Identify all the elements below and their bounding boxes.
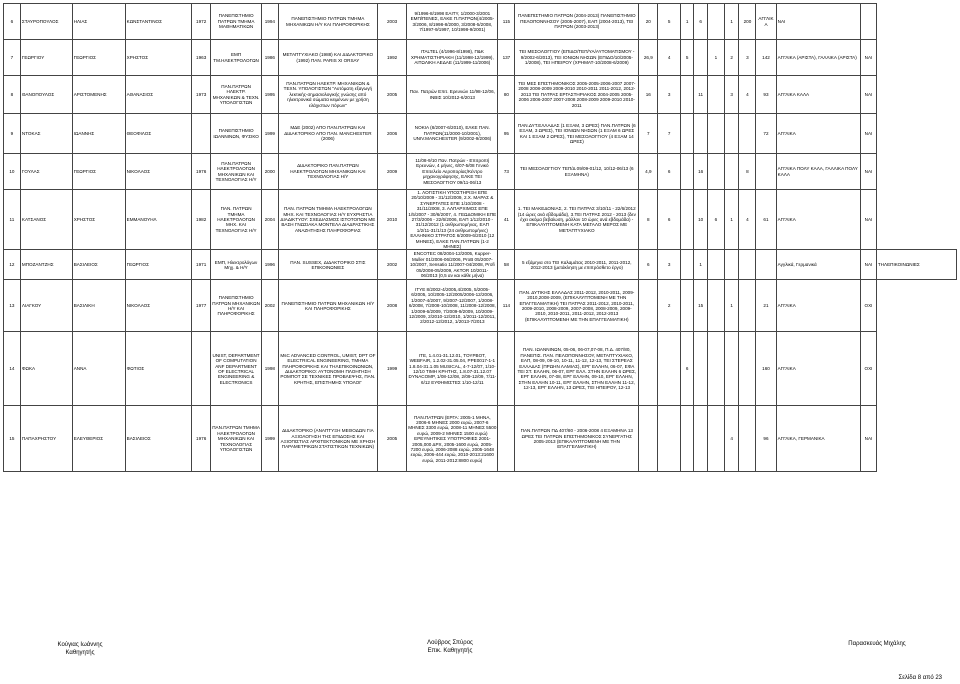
table-cell: ΝΑΙ [861, 40, 877, 76]
table-cell: ΤΕΙ ΜΕΣΟΛΟΓΓΙΟΥ ΤΕΠ/Δ 09/09-01/12, 10/12-06/13 (6 ΕΞΑΜΗΝΑ) [515, 154, 639, 190]
table-cell: 1. ΛΟΓΙΣΤΙΚΗ ΥΠΟΣΤΗΡΙΞΗ ΕΠΕ 20/10/2009 - 31/12/2009, 2.Χ. ΜΑΡΑΣ & ΣΥΝΕΡΓΑΤΕΣ ΕΠΕ 1/10/2008 - 31/11/2008, 3. ΑΛΠΑΡΧΙΜΟΣ ΕΠΕ 1/5/2007 - 30/6/2007, 4. ΓΕΩΔΟΜΙΚΗ ΕΠΕ 27/3/2006 - 22/6/2006, ΕΑΠ 1/12/2010 - 31/12/2012 (1 ανθρωπομήνας, ΕΑΠ 1/2/11-31/1/13 (24 ανθρωπομήνες) ΕΛΛΗΝΙΚΟ ΣΤΡΑΤΟΣ 6/2009-6/2010 (12 ΜΗΝΕΣ), ΕΛΚΕ ΠΑΝ.ΠΑΤΡΩΝ (1-2 ΜΗΝΕΣ) [408, 190, 497, 250]
table-cell: 58 [498, 250, 515, 280]
table-cell: 1999 [261, 406, 278, 472]
table-cell: 2003 [377, 4, 406, 40]
table-cell: ΠΑΝ. ΠΑΤΡΩΝ ΤΜΗΜΑ ΗΛΕΚΤΡΟΛΟΓΩΝ ΜΗΧ. ΚΑΙ ΤΕΧΝΟΛΟΓΙΑΣ Η/Υ [211, 190, 262, 250]
table-cell: ΠΑΝ.ΔΥΤ.ΕΛΛΑΔΑΣ (1 ΕΞΑΜ, 3 ΩΡΕΣ) ΠΑΝ.ΠΑΤΡΩΝ (6 ΕΞΑΜ, 3 ΩΡΕΣ), ΤΕΙ ΙΟΝΙΩΝ ΝΗΣΩΝ (1 ΕΞΑΜ 6 ΩΡΕΣ ΚΑΙ 1 ΕΞΑΜ 2 ΩΡΕΣ), ΤΕΙ ΜΕΣΟΛΟΓΓΙΟΥ (4 ΕΞΑΜ 14 ΩΡΕΣ) [515, 114, 639, 154]
table-cell: 3 [724, 76, 739, 114]
table-cell: ΜΠΟΖΑΝΤΖΗΣ [20, 250, 72, 280]
table-cell: 20 [639, 4, 658, 40]
table-cell: ΤΕΙ ΜΕΣ ΕΠΙΣΤΗΜΟΝΙΚΟΣ 2005-2005-2006-2007 2007-2008 2008-2009 2009-2010 2010-2011 2011-2012, 2012-2013 ΤΕΙ ΠΑΤΡΑΣ ΕΡΓΑΣΤΗΡΙΑΚΟΣ 2004-2005 2005-2006 2006-2007 2007-2008 2008-2009 2009-2010 2010-2011 [515, 76, 639, 114]
table-cell: 6 [694, 4, 708, 40]
table-cell: ΝΑΙ [861, 250, 877, 280]
table-cell: ΝΑΙ [861, 154, 877, 190]
table-cell: ΝΙΚΟΛΑΟΣ [125, 154, 191, 190]
signature-center [400, 640, 500, 656]
table-cell: MsC ADVANCED CONTROL, UMIST, DPT OF ELECTRICAL ENGINEERING, ΤΜΗΜΑ ΠΛΗΡΟΦΟΡΙΚΗΣ ΚΑΙ ΤΗΛΕΠΙΚΟΙΝΩΝΙΩΝ, ΔΙΔΑΚΤΟΡΙΚΟ: ΑΥΤΟΝΟΜΗ ΠΛΟΗΓΗΣΗ ΡΟΜΠΟΤ ΣΕ ΤΕΧΝΙΚΕΣ ΠΡΟΒΛΕΨΗΣ, ΠΑΝ. ΚΡΗΤΗΣ, ΕΠΙΣΤΗΜΗΣ ΥΠΟΛΟΓ [278, 332, 377, 406]
table-cell: 114 [498, 280, 515, 332]
table-cell [707, 76, 724, 114]
table-cell: ΝΙΚΟΛΑΟΣ [125, 280, 191, 332]
table-cell: 3 [658, 76, 681, 114]
page-number: Σελίδα 8 από 23 [898, 675, 942, 681]
table-cell: 2005 [377, 406, 406, 472]
table-cell: 1995 [261, 76, 278, 114]
table-cell: 11/08-9/10 Παν. Πατρών - Επιτροπή Ερευνών, 4 μήνες, 6/07-5/08 Γενικό Επιτελείο Αεροπορίας/Κέντρο μηχανογράφησης, ΕΛΚΕ ΤΕΙ ΜΕΣΟΛΟΓΓΙΟΥ 09/11-06/13 [407, 154, 498, 190]
table-cell: 80 [498, 76, 515, 114]
table-cell: ΔΙΔΑΚΤΟΡΙΚΟ (ΑΝΑΠΤΥΞΗ ΜΕΘΟΔΩΝ ΓΙΑ ΑΞΙΟΛΟΓΗΣΗ ΤΗΣ ΕΠΙΔΟΣΗΣ ΚΑΙ ΑΞΙΟΠΙΣΤΙΑΣ ΑΡΧΙΤΕΚΤΟΝΙΚΩΝ ΜΕ ΧΡΗΣΗ ΠΑΡΑΜΕΤΡΙΚΩΝ ΣΤΑΤΙΣΤΙΚΩΝ ΤΕΧΝΙΚΩΝ) [278, 406, 377, 472]
table-cell: 9 [4, 114, 21, 154]
signer-name: Παρασκευάς Μιχάλης [848, 641, 906, 647]
table-cell [707, 4, 724, 40]
table-cell: 4,9 [639, 154, 658, 190]
table-cell: ΦΩΚΑ [20, 332, 72, 406]
table-cell [639, 280, 658, 332]
table-cell: ΚΑΤΣΑΝΟΣ [20, 190, 72, 250]
table-cell: ΠΑΝ.ΠΑΤΡΩΝ ΗΛΕΚΤΡ. ΜΗΧΑΝΙΚΩΝ & ΤΕΧΝ. ΥΠΟΛΟΓΙΣΤΩΝ "Αυτόματη εξαγωγή λεκτικής-σημασιολογικής γνώσης από ηλεκτρονικά σώματα κειμένων με χρήση ελάχιστων πόρων" [278, 76, 377, 114]
table-row [4, 250, 957, 280]
table-cell [707, 406, 724, 472]
table-cell: 21 [756, 280, 776, 332]
table-row [4, 4, 957, 40]
table-cell: ΠΑΝΕΠΙΣΤΗΜΙΟ ΠΑΤΡΩΝ ΜΗΧΑΝΙΚΩΝ Η/Υ ΚΑΙ ΠΛΗΡΟΦΟΡΙΚΗΣ [211, 280, 262, 332]
table-cell: ΝΑΙ [861, 406, 877, 472]
table-cell: 72 [756, 114, 776, 154]
table-cell: ΠΑΝΕΠΙΣΤΗΜΙΟ ΠΑΤΡΩΝ (2004-2013) ΠΑΝΕΠΙΣΤΗΜΙΟ ΠΕΛΟΠΟΝΝΗΣΟΥ (2005-2007), ΕΑΠ (2004-2013), ΤΕΙ ΠΑΤΡΩΝ (2003-2013) [515, 4, 639, 40]
table-cell: ΤΕΙ ΜΕΣΟΛΟΓΓΙΟΥ (ΕΠΙΔΟ/ΤΕΠ/ΥΑ/ΑΥΤΟΜΑΤΙΣΜΟΥ - 9/2002-6/2013), ΤΕΙ ΙΟΝΙΩΝ ΝΗΣΩΝ (ΕΠΙΔΟ/10/2005-1/2008), ΤΕΙ ΗΠΕΙΡΟΥ (ΧΡΗΜΑΤ-10/2008-6/2009) [515, 40, 639, 76]
table-cell [680, 280, 694, 332]
table-cell: 7 [658, 114, 681, 154]
candidates-table [3, 3, 957, 472]
table-cell [756, 250, 776, 280]
table-cell: 26,9 [639, 40, 658, 76]
table-row [4, 40, 957, 76]
table-cell: ΧΡΗΣΤΟΣ [125, 40, 191, 76]
table-cell [707, 332, 724, 406]
table-cell: 1 [707, 40, 724, 76]
signer-name: Λούβρος Σπύρος [427, 640, 473, 646]
table-cell: 1963 [192, 40, 211, 76]
table-cell: ΑΓΓΛΙΚΑ [776, 190, 860, 250]
table-cell: ΑΓΓΛΙΚΑ [756, 4, 776, 40]
table-cell: 73 [498, 154, 515, 190]
table-cell: ΠΑΝ.ΠΑΤΡΩΝ (ΕΡΓΑ: 2005-1 ΜΗΝΑ, 2006-6 ΜΗΝΕΣ 2000 ευρώ, 2007-6 ΜΗΝΕΣ 3300 ευρώ, 2008-11 ΜΗΝΕΣ 5500 ευρώ, 2009-2 ΜΗΝΕΣ 1500 ευρώ) ΕΡΕΥΝΗΤΙΚΕΣ ΥΠΟΤΡΟΦΙΕΣ 2001-2005,000 ΔΡΧ, 2005-1600 ευρώ, 2005-7200 ευρώ, 2006-2088 ευρώ, 2005-1648 ευρώ, 2006-444 ευρώ, 2010-2013:21600 ευρώ, 2011-2012:8800 ευρώ) [407, 406, 498, 472]
table-cell: 8 [4, 76, 21, 114]
table-cell [694, 40, 708, 76]
table-cell: ΠΑΝΕΠΙΣΤΗΜΙΟ ΠΑΤΡΩΝ ΜΗΧΑΝΙΚΩΝ Η/Υ ΚΑΙ ΠΛΗΡΟΦΟΡΙΚΗΣ [278, 280, 377, 332]
table-cell: ΓΕΩΡΓΙΟΥ [20, 40, 72, 76]
table-cell [498, 332, 515, 406]
table-cell: ENCOTEC 08/2004-12/2005, Kupper-Muller 01/2006-06/2006, ProB 05/2007-10/2007, Sensatio 11/2007-04/2008, Profi 05/2008-05/2009, AKTOR 10/2011-06/2013 (0,5 αν και κάθε μήνα) [407, 250, 498, 280]
table-cell: Αγγλικά, Γερμανικά [776, 250, 860, 280]
table-cell: 16 [694, 154, 708, 190]
table-cell: 1999 [261, 114, 278, 154]
table-cell: ΙΩΑΝΝΗΣ [72, 114, 125, 154]
table-cell: ΓΕΩΡΓΙΟΣ [72, 40, 125, 76]
table-cell [724, 154, 739, 190]
table-cell [680, 190, 694, 250]
table-cell: ΠΑΝ. ΔΥΤΙΚΗΣ ΕΛΛΑΔΑΣ 2011-2012, 2010-2011, 2009-2010,2008-2009, (ΕΠΙΚΑΛΥΠΤΟΜΕΝΗ ΜΕ ΤΗΝ ΕΠΑΓΓΕΛΜΑΤΙΚΗ) ΤΕΙ ΠΑΤΡΑΣ 2011-2012, 2010-2011, 2009-2010, 2008-2009, 2007-2008, 2008-2009, 2009-2010, 2010-2011, 2011-2012, 2012-2013 (ΕΠΙΚΑΛΥΠΤΟΜΕΝΗ ΜΕ ΤΗΝ ΕΠΑΓΓΕΛΜΑΤΙΚΗ) [515, 280, 639, 332]
table-cell [756, 154, 776, 190]
table-cell: 5 εξάμηνα στο ΤΕΙ Καλαμάτας 2010-2011, 2011-2012, 2012-2013 (μετάκληση με επιπρόσθετο έργο) [515, 250, 639, 280]
table-cell: 2008 [377, 280, 406, 332]
table-cell: 61 [756, 190, 776, 250]
table-cell [498, 406, 515, 472]
table-cell: 1 [724, 190, 739, 250]
table-cell [694, 406, 708, 472]
table-cell: 1977 [192, 280, 211, 332]
table-cell: ΑΓΓΛΙΚΑ [776, 114, 860, 154]
table-cell: ΠΑΝ.ΠΑΤΡΩΝ ΠΔ 407/80 - 2006-2008 4 ΕΞΑΜΗΝΑ 13 ΩΡΕΣ ΤΕΙ ΠΑΤΡΩΝ ΕΠΙΣΤΗΜΟΝΙΚΟΣ ΣΥΝΕΡΓΑΤΗΣ 2005-2013 (ΕΠΙΚΑΛΥΠΤΟΜΕΝΗ ΜΕ ΤΗΝ ΕΠΑΓΓΕΛΜΑΤΙΚΗ) [515, 406, 639, 472]
table-row [4, 114, 957, 154]
table-cell: 4 [724, 406, 739, 472]
table-cell [680, 154, 694, 190]
table-cell: ΠΑΠΑΧΡΗΣΤΟΥ [20, 406, 72, 472]
table-cell [739, 332, 756, 406]
table-cell [658, 406, 681, 472]
table-cell: 12 [4, 250, 21, 280]
table-cell [707, 280, 724, 332]
table-cell: ΑΓΓΛΙΚΑ, ΓΕΡΜΑΝΙΚΑ [776, 406, 860, 472]
table-cell: ΙΤΥΕ 8/2002-4/2005,4/2005, 5/2005-6/2005, 10/2005-12/2005/2006-12/2006, 1/2007-4/2007, 9/2007-12/2007, 1/2008-6/2008, 7/2008-10/2008, 11/2008-12/2008, 1/2009-6/2009, 7/2009-9/2009, 10/2009-12/2009, 2/2010-12/2010, 1/2011-12/2011, 2/2012-12/2012, 1/2013-7/2013 [407, 280, 498, 332]
table-cell: 1 [680, 4, 694, 40]
table-cell: ΝΑΙ [861, 76, 877, 114]
table-cell [680, 114, 694, 154]
table-cell: 142 [756, 40, 776, 76]
table-cell: ΠΑΝ. ΙΩΑΝΝΙΝΩΝ, 05-06, 06-07,07-08, Π.Δ. 407/80, ΠΑΝΕΠΙΣ. ΠΑΝ. ΠΕΛΟΠΟΝΝΗΣΟΥ, ΜΕΤΑΠΤΥΧΙΑΚΟ, ΕΑΠ, 08-09, 09-10, 10-11, 11-12, 12-13, ΤΕΙ ΣΤΕΡΕΑΣ ΕΛΛΑΔΑΣ (ΠΡΩΗΝ ΛΑΜΙΑΣ), ΕΡΓ ΕΛΛΗΝ, 06-07, ΕΦΑ ΤΕΙ ΣΤ. ΕΛΛΗΝ, 06-07, ΕΡΓ ΕΛΛ. ΣΤΗΝ ΕΛΛΗΝ 6 ΩΡΕΣ, ΕΡΓ ΕΛΛΗΝ, 07-08, ΕΡΓ ΕΛΛΗΝ, 09-10, ΕΡΓ ΕΛΛΗΝ, ΣΤΗΝ ΕΛΛΗΝ 10-11, ΕΡΓ ΕΛΛΗΝ, ΣΤΗΝ ΕΛΛΗΝ 11-12, 12-13, ΕΡΓ ΕΛΛΗΝ, 13 ΩΡΕΣ, ΤΕΙ ΗΠΕΙΡΟΥ, 12-13 [515, 332, 639, 406]
table-cell: 115 [498, 4, 515, 40]
table-cell: ΔΙΔΑΚΤΟΡΙΚΟ ΠΑΝ.ΠΑΤΡΩΝ ΗΛΕΚΤΡΟΛΟΓΩΝ ΜΗΧΑΝΙΚΩΝ ΚΑΙ ΤΕΧΝΟΛΟΓΙΑΣ Η/Υ [278, 154, 377, 190]
table-cell: NOKIA (8/2007-6/2010), ΕΛΚΕ ΠΑΝ. ΠΑΤΡΩΝ(11/2000-10/2001), UNIV.MANCHESTER (9/2002-9/2006) [407, 114, 498, 154]
table-cell: 6 [639, 250, 658, 280]
signer-role: Καθηγητής [65, 649, 95, 656]
table-cell: ΕΜΠ ΤΜ.ΗΛΕΚΤΡΟΛΟΓΩΝ [211, 40, 262, 76]
table-cell: 1999 [377, 332, 406, 406]
table-cell: ΠΑΝ. ΠΑΤΡΩΝ ΤΜΗΜΑ ΗΛΕΚΤΡΟΛΟΓΩΝ ΜΗΧ. ΚΑΙ ΤΕΧΝΟΛΟΓΙΑΣ Η/Υ ΕΥΧΡΗΣΤΙΑ ΔΙΑΔΙΚΤΥΟΥ: ΣΧΕΔΙΑΣΜΟΣ ΙΣΤΟΤΟΠΩΝ ΜΕ ΒΑΣΗ ΓΝΩΣΙΑΚΑ ΜΟΝΤΕΛΑ ΔΙΑΔΡΑΣΤΙΚΗΣ ΑΝΑΖΗΤΗΣΗΣ ΠΛΗΡΟΦΟΡΙΑΣ [278, 190, 377, 250]
table-cell [192, 332, 211, 406]
table-cell: 2002 [261, 280, 278, 332]
table-row [4, 280, 957, 332]
table-cell [192, 114, 211, 154]
table-cell: 5 [658, 4, 681, 40]
table-cell: 2000 [261, 154, 278, 190]
table-cell: ΝΤΟΚΑΣ [20, 114, 72, 154]
table-cell: ΚΩΝΣΤΑΝΤΙΝΟΣ [125, 4, 191, 40]
table-cell: ΑΓΓΛΙΚΑ [776, 280, 860, 332]
table-cell [680, 250, 694, 280]
table-row [4, 154, 957, 190]
table-cell: 11 [694, 76, 708, 114]
table-cell: 95 [498, 114, 515, 154]
table-cell: ΗΛΙΑΣ [72, 4, 125, 40]
table-cell: ΑΡΙΣΤΟΜΕΝΗΣ [72, 76, 125, 114]
table-cell: 1986 [261, 40, 278, 76]
table-cell: ΝΑΙ [861, 190, 877, 250]
table-row [4, 332, 957, 406]
table-cell [658, 332, 681, 406]
table-cell: 2005 [377, 76, 406, 114]
table-cell: ΒΑΣΙΛΕΙΟΣ [125, 406, 191, 472]
table-cell: 7 [639, 114, 658, 154]
table-cell: ΟΧΙ [861, 332, 877, 406]
table-cell: ΘΕΟΦΙΛΟΣ [125, 114, 191, 154]
table-cell: 6 [658, 190, 681, 250]
table-cell [739, 280, 756, 332]
table-cell: ΤΗΛΕΠΙΚΟΙΝΩΝΙΕΣ [876, 250, 956, 280]
table-cell: ΓΟΥΛΑΣ [20, 154, 72, 190]
table-cell: 8 [639, 190, 658, 250]
table-cell: ΑΝΝΑ [72, 332, 125, 406]
table-cell: 1976 [192, 154, 211, 190]
table-cell: 2006 [377, 114, 406, 154]
table-cell: ITALTEL (4/1996-8/1998), Π&Κ ΧΡΗΜΑΤΙΣΤΗΡΙΑΚΗ (11/1998-12/1999), ΑΙΤΩΛΙΚΗ ΑΕΔΑΕ (11/1999-11/2006) [407, 40, 498, 76]
table-cell: ΑΘΑΝΑΣΙΟΣ [125, 76, 191, 114]
table-cell: ΙΤΕ, 1.4.01-31.12.01, ΤΟΥΡΒΟΤ, WEBFAIR, 1.2.02-31.05.04, ΡΡΕ0017-1-1 1.8.04-31.1.05 MUSICAL, 4-7-12/07, 1/10-12/10 ΤΙΜΗ ΚΡΗΤΗΣ, 1.8.07-31.12.07 DYNACOMP, 1/08-12/08, 2/09-12/09, 7/11-6/12 ΕΥΦΗΜΙΣΤΕΣ 1/10-12/11 [407, 332, 498, 406]
table-cell: 4 [739, 190, 756, 250]
table-cell: 1982 [192, 190, 211, 250]
table-cell: 1. ΤΕΙ ΜΑΚΕΔΟΝΙΑΣ, 2. ΤΕΙ ΠΑΤΡΑΣ 3/10/11 - 22/6/2012 (14 ώρες ανά εβδομάδα), 3.ΤΕΙ ΠΑΤΡΑΣ 2012 - 2013 (δεν έχει ακόμα βεβαίωση, μάλλον 10 ώρες ανά εβδομάδα) - ΕΠΙΚΑΛΥΠΤΟΜΕΝΗ ΚΑΤΑ ΜΕΓΑΛΟ ΜΕΡΟΣ ΜΕ ΜΕΤΑΠΤΥΧΙΑΚΟ [515, 190, 639, 250]
table-cell: UNIST, DEPARTMENT OF COMPUTATION ANF DEPARTMENT OF ELECTRICAL ENGINEERING & ELECTRONICS [211, 332, 262, 406]
table-cell: 14 [4, 332, 21, 406]
table-cell: ΦΩΤΙΟΣ [125, 332, 191, 406]
table-cell: 9/1996-8/1998 ΕΑΙΤΥ, 1/2000-3/2001 ΕΜΠ/ΠΕΝΕΣ, ΕΛΚΕ Π.ΠΑΤΡΩΝ(4/2005-3/2006, 8/1998-8/2000, 3/2008-5/2008, 7/1997-9/1997, 10/1998-9/2001) [407, 4, 498, 40]
table-cell: ΜΕΤΑΠΤΥΧΙΑΚΟ (1988) ΚΑΙ ΔΙΔΑΚΤΟΡΙΚΟ (1992) ΠΑΝ. PARIS XI ORSAY [278, 40, 377, 76]
table-cell: 2009 [377, 154, 406, 190]
table-cell [707, 154, 724, 190]
table-cell: 11 [4, 190, 21, 250]
table-cell: ΕΛΕΥΘΕΡΙΟΣ [72, 406, 125, 472]
table-cell: ΠΑΝ.ΠΑΤΡΩΝ ΗΛΕΚΤΡ. ΜΗΧΑΝΙΚΩΝ & ΤΕΧΝ. ΥΠΟΛΟΓΙΣΤΩΝ [211, 76, 262, 114]
table-cell: 137 [498, 40, 515, 76]
table-cell: 1 [724, 4, 739, 40]
table-cell: ΑΓΓΛΙΚΑ (ΑΡΙΣΤΑ), ΓΑΛΛΙΚΑ (ΑΡΙΣΤΑ) [776, 40, 860, 76]
table-cell: ΓΕΩΡΓΙΟΣ [125, 250, 191, 280]
table-cell: ΠΑΝΕΠΙΣΤΗΜΙΟ ΠΑΤΡΩΝ ΤΜΗΜΑ ΜΗΧΑΝΙΚΩΝ Η/Υ ΚΑΙ ΠΛΗΡΟΦΟΡΙΚΗΣ [278, 4, 377, 40]
table-cell: 1992 [377, 40, 406, 76]
table-cell: 2010 [377, 190, 406, 250]
table-cell: 6 [658, 154, 681, 190]
table-cell: ΒΑΣΙΛΕΙΟΣ [72, 250, 125, 280]
table-cell: ΑΓΓΛΙΚΑ [776, 332, 860, 406]
table-cell: 16 [639, 76, 658, 114]
table-cell: 4 [658, 40, 681, 76]
signer-name: Κούγιας Ιωάννης [57, 642, 103, 648]
table-cell: ΟΧΙ [861, 280, 877, 332]
table-cell: ΠΑΝΕΠΙΣΤΗΜΙΟ ΙΩΑΝΝΙΝΩΝ, ΦΥΣΙΚΟ [211, 114, 262, 154]
table-cell: 2004 [261, 190, 278, 250]
table-cell: ΝΑΙ [776, 4, 860, 40]
table-cell: 160 [756, 332, 776, 406]
table-cell [639, 332, 658, 406]
table-cell: 2002 [377, 250, 406, 280]
signature-left [40, 642, 120, 658]
table-cell: 1976 [192, 406, 211, 472]
table-cell: 1971 [192, 250, 211, 280]
table-cell: ΠΑΝ.ΠΑΤΡΩΝ ΗΛΕΚΤΡΟΛΟΓΩΝ ΜΗΧΑΝΙΚΩΝ ΚΑΙ ΤΕΧΝΟΛΟΓΙΑΣ Η/Υ [211, 154, 262, 190]
signer-role: Επικ. Καθηγητής [427, 647, 473, 654]
table-cell: ΧΡΗΣΤΟΣ [72, 190, 125, 250]
table-cell: ΒΑΣΙΛΙΚΗ [72, 280, 125, 332]
table-cell [707, 250, 724, 280]
table-cell [680, 76, 694, 114]
table-cell: ΓΕΩΡΓΙΟΣ [72, 154, 125, 190]
table-cell: 1994 [261, 4, 278, 40]
table-cell: 1998 [261, 332, 278, 406]
table-row [4, 190, 957, 250]
table-cell: 15 [694, 280, 708, 332]
table-cell: 200 [739, 4, 756, 40]
table-cell: 1 [724, 280, 739, 332]
table-cell: 1972 [192, 4, 211, 40]
table-cell: Παν. Πατρών Επιτ. Ερευνών 11/98-12/06, ΙΝΒΙΣ 10/2012-6/2013 [407, 76, 498, 114]
table-cell: ΝΑΙ [861, 114, 877, 154]
table-cell: ΜΔΕ (2002) ΑΠΟ ΠΑΝ.ΠΑΤΡΩΝ ΚΑΙ ΔΙΔΑΚΤΟΡΙΚΟ ΑΠΟ ΠΑΝ. MANCHESTER (2006) [278, 114, 377, 154]
table-cell: 2 [658, 280, 681, 332]
table-cell: ΠΑΝΕΠΙΣΤΗΜΙΟ ΠΑΤΡΩΝ ΤΜΗΜΑ ΜΑΘΗΜΑΤΙΚΩΝ [211, 4, 262, 40]
table-cell [639, 406, 658, 472]
table-row [4, 76, 957, 114]
table-cell: 96 [756, 406, 776, 472]
table-cell [694, 332, 708, 406]
table-cell: ΕΜΠ, Ηλεκτρολόγων Μηχ. & Η/Υ [211, 250, 262, 280]
table-cell [694, 114, 708, 154]
table-cell [724, 114, 739, 154]
table-cell: 10 [694, 190, 708, 250]
table-cell: 3 [658, 250, 681, 280]
table-cell: 13 [4, 280, 21, 332]
table-cell: ΘΑΝΟΠΟΥΛΟΣ [20, 76, 72, 114]
table-cell: 1 [694, 250, 708, 280]
table-cell: 6 [707, 190, 724, 250]
table-cell: ΕΜΜΑΝΟΥΗΛ [125, 190, 191, 250]
table-cell [680, 406, 694, 472]
table-cell: 6 [4, 4, 21, 40]
table-cell: ΣΤΑΥΡΟΠΟΥΛΟΣ [20, 4, 72, 40]
table-cell [724, 332, 739, 406]
table-cell: ΠΑΝ.ΠΑΤΡΩΝ ΤΜΗΜΑ ΗΛΕΚΤΡΟΛΟΓΩΝ ΜΗΧΑΝΙΚΩΝ ΚΑΙ ΤΕΧΝΟΛΟΓΙΑΣ ΥΠΟΛΟΓΙΣΤΩΝ [211, 406, 262, 472]
table-cell: 2 [724, 40, 739, 76]
table-cell [739, 114, 756, 154]
table-cell: 6 [680, 332, 694, 406]
table-cell: 7 [4, 40, 21, 76]
signature-right [822, 641, 932, 649]
table-cell [861, 4, 877, 40]
table-cell: 3 [739, 40, 756, 76]
table-cell: 15 [4, 406, 21, 472]
table-cell: 5 [680, 40, 694, 76]
table-cell [739, 250, 756, 280]
table-cell: 41 [498, 190, 515, 250]
table-cell [707, 114, 724, 154]
table-cell: ΛΙΑΓΚΟΥ [20, 280, 72, 332]
table-cell: 4 [739, 76, 756, 114]
table-cell: ΑΓΓΛΙΚΑ ΚΑΛΑ [776, 76, 860, 114]
table-cell: 1973 [192, 76, 211, 114]
table-cell: 93 [756, 76, 776, 114]
table-cell: ΠΑΝ. SUSSEX, ΔΙΔΑΚΤΟΡΙΚΟ ΣΤΙΣ ΕΠΙΚΟΙΝΩΝΙΕΣ [278, 250, 377, 280]
table-row [4, 406, 957, 472]
table-cell: 1996 [261, 250, 278, 280]
table-cell [739, 406, 756, 472]
table-cell: 10 [4, 154, 21, 190]
table-cell: 8 [739, 154, 756, 190]
table-cell [724, 250, 739, 280]
table-cell: ΑΓΓΛΙΚΑ ΠΟΛΥ ΚΑΛΑ, ΓΑΛΛΙΚΑ ΠΟΛΥ ΚΑΛΑ [776, 154, 860, 190]
